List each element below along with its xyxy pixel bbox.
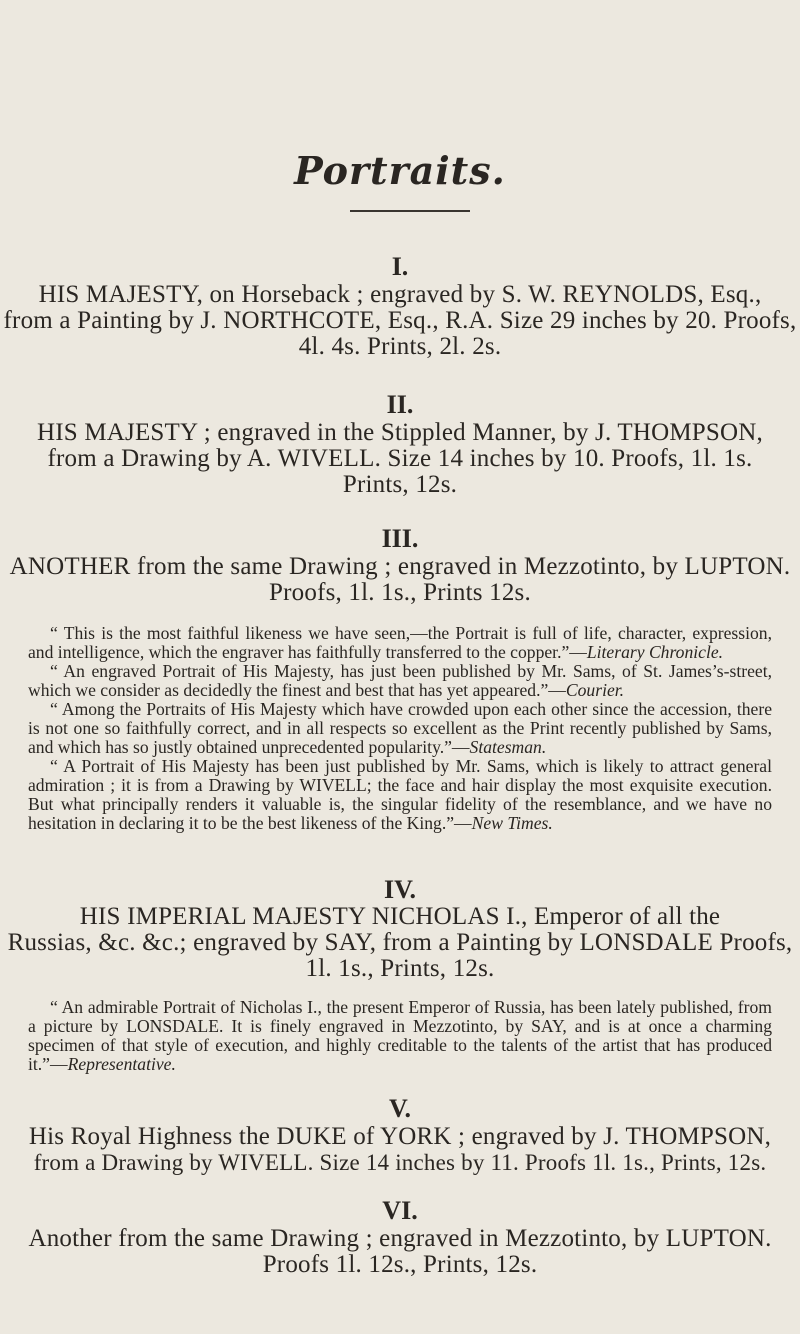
quote-1: “ This is the most faithful likeness we have seen,—the Portrait is full of life, character, expression, and intelligence, which the engraver has faithfully transferred to the copper.”—Literary Chronicle. bbox=[28, 623, 772, 662]
entry-5 bbox=[0, 1124, 800, 1176]
entry-numeral-1: I. bbox=[391, 252, 409, 281]
entry-numeral-3: III. bbox=[381, 524, 419, 553]
entry-3-line1: ANOTHER from the same Drawing ; engraved in Mezzotinto, by LUPTON. bbox=[9, 553, 791, 580]
entry-3-line2: Proofs, 1l. 1s., Prints 12s. bbox=[269, 579, 531, 606]
entry-2 bbox=[0, 420, 800, 498]
quote-5: “ An admirable Portrait of Nicholas I., the present Emperor of Russia, has been lately published, from a picture by LONSDALE. It is finely engraved in Mezzotinto, by SAY, and is at once a charming specimen of that style of execution, and highly creditable to the talents of the artist that has produced it.”—Representative. bbox=[28, 997, 772, 1074]
press-quotes-iii bbox=[28, 624, 772, 833]
entry-4-line2: Russias, &c. &c.; engraved by SAY, from a Painting by LONSDALE Proofs, bbox=[7, 929, 793, 956]
entry-numeral-5: V. bbox=[389, 1094, 411, 1123]
entry-3 bbox=[0, 554, 800, 606]
entry-1-line3: 4l. 4s. Prints, 2l. 2s. bbox=[298, 333, 502, 360]
quote-3: “ Among the Portraits of His Majesty which have crowded upon each other since the accession, there is not one so faithfully correct, and in all respects so excellent as the Print recently published by Sams, and which has so justly obtained unprecedented popularity.”—Statesman. bbox=[28, 699, 772, 757]
entry-2-line3: Prints, 12s. bbox=[342, 471, 458, 498]
entry-numeral-2: II. bbox=[386, 390, 414, 419]
entry-6-line2: Proofs 1l. 12s., Prints, 12s. bbox=[262, 1251, 538, 1278]
entry-1 bbox=[0, 282, 800, 360]
entry-5-line2: from a Drawing by WIVELL. Size 14 inches by 11. Proofs 1l. 1s., Prints, 12s. bbox=[33, 1150, 767, 1175]
entry-4 bbox=[0, 904, 800, 982]
entry-6 bbox=[0, 1226, 800, 1278]
entry-5-line1: His Royal Highness the DUKE of YORK ; engraved by J. THOMPSON, bbox=[28, 1123, 772, 1150]
entry-numeral-4: IV. bbox=[383, 875, 417, 904]
entry-1-line1: HIS MAJESTY, on Horseback ; engraved by S. W. REYNOLDS, Esq., bbox=[38, 281, 762, 308]
entry-numeral-6: VI. bbox=[382, 1196, 418, 1225]
press-quotes-iv bbox=[28, 998, 772, 1074]
entry-6-line1: Another from the same Drawing ; engraved in Mezzotinto, by LUPTON. bbox=[28, 1225, 772, 1252]
entry-1-line2: from a Painting by J. NORTHCOTE, Esq., R.A. Size 29 inches by 20. Proofs, bbox=[3, 307, 797, 334]
page-title: Portraits. bbox=[294, 148, 506, 193]
entry-2-line1: HIS MAJESTY ; engraved in the Stippled Manner, by J. THOMPSON, bbox=[37, 419, 763, 446]
entry-4-line3: 1l. 1s., Prints, 12s. bbox=[305, 955, 495, 982]
entry-4-line1: HIS IMPERIAL MAJESTY NICHOLAS I., Emperor of all the bbox=[79, 903, 721, 930]
entry-2-line2: from a Drawing by A. WIVELL. Size 14 inches by 10. Proofs, 1l. 1s. bbox=[47, 445, 753, 472]
quote-2: “ An engraved Portrait of His Majesty, has just been published by Mr. Sams, of St. James’s-street, which we consider as decidedly the finest and best that has yet appeared.”—Courier. bbox=[28, 661, 772, 700]
quote-4: “ A Portrait of His Majesty has been just published by Mr. Sams, which is likely to attract general admiration ; it is from a Drawing by WIVELL; the face and hair display the most exquisite execution. But what principally renders it valuable is, the singular fidelity of the resemblance, and we have no hesitation in declaring it to be the best likeness of the King.”—New Times. bbox=[28, 756, 772, 833]
title-rule bbox=[350, 210, 470, 212]
